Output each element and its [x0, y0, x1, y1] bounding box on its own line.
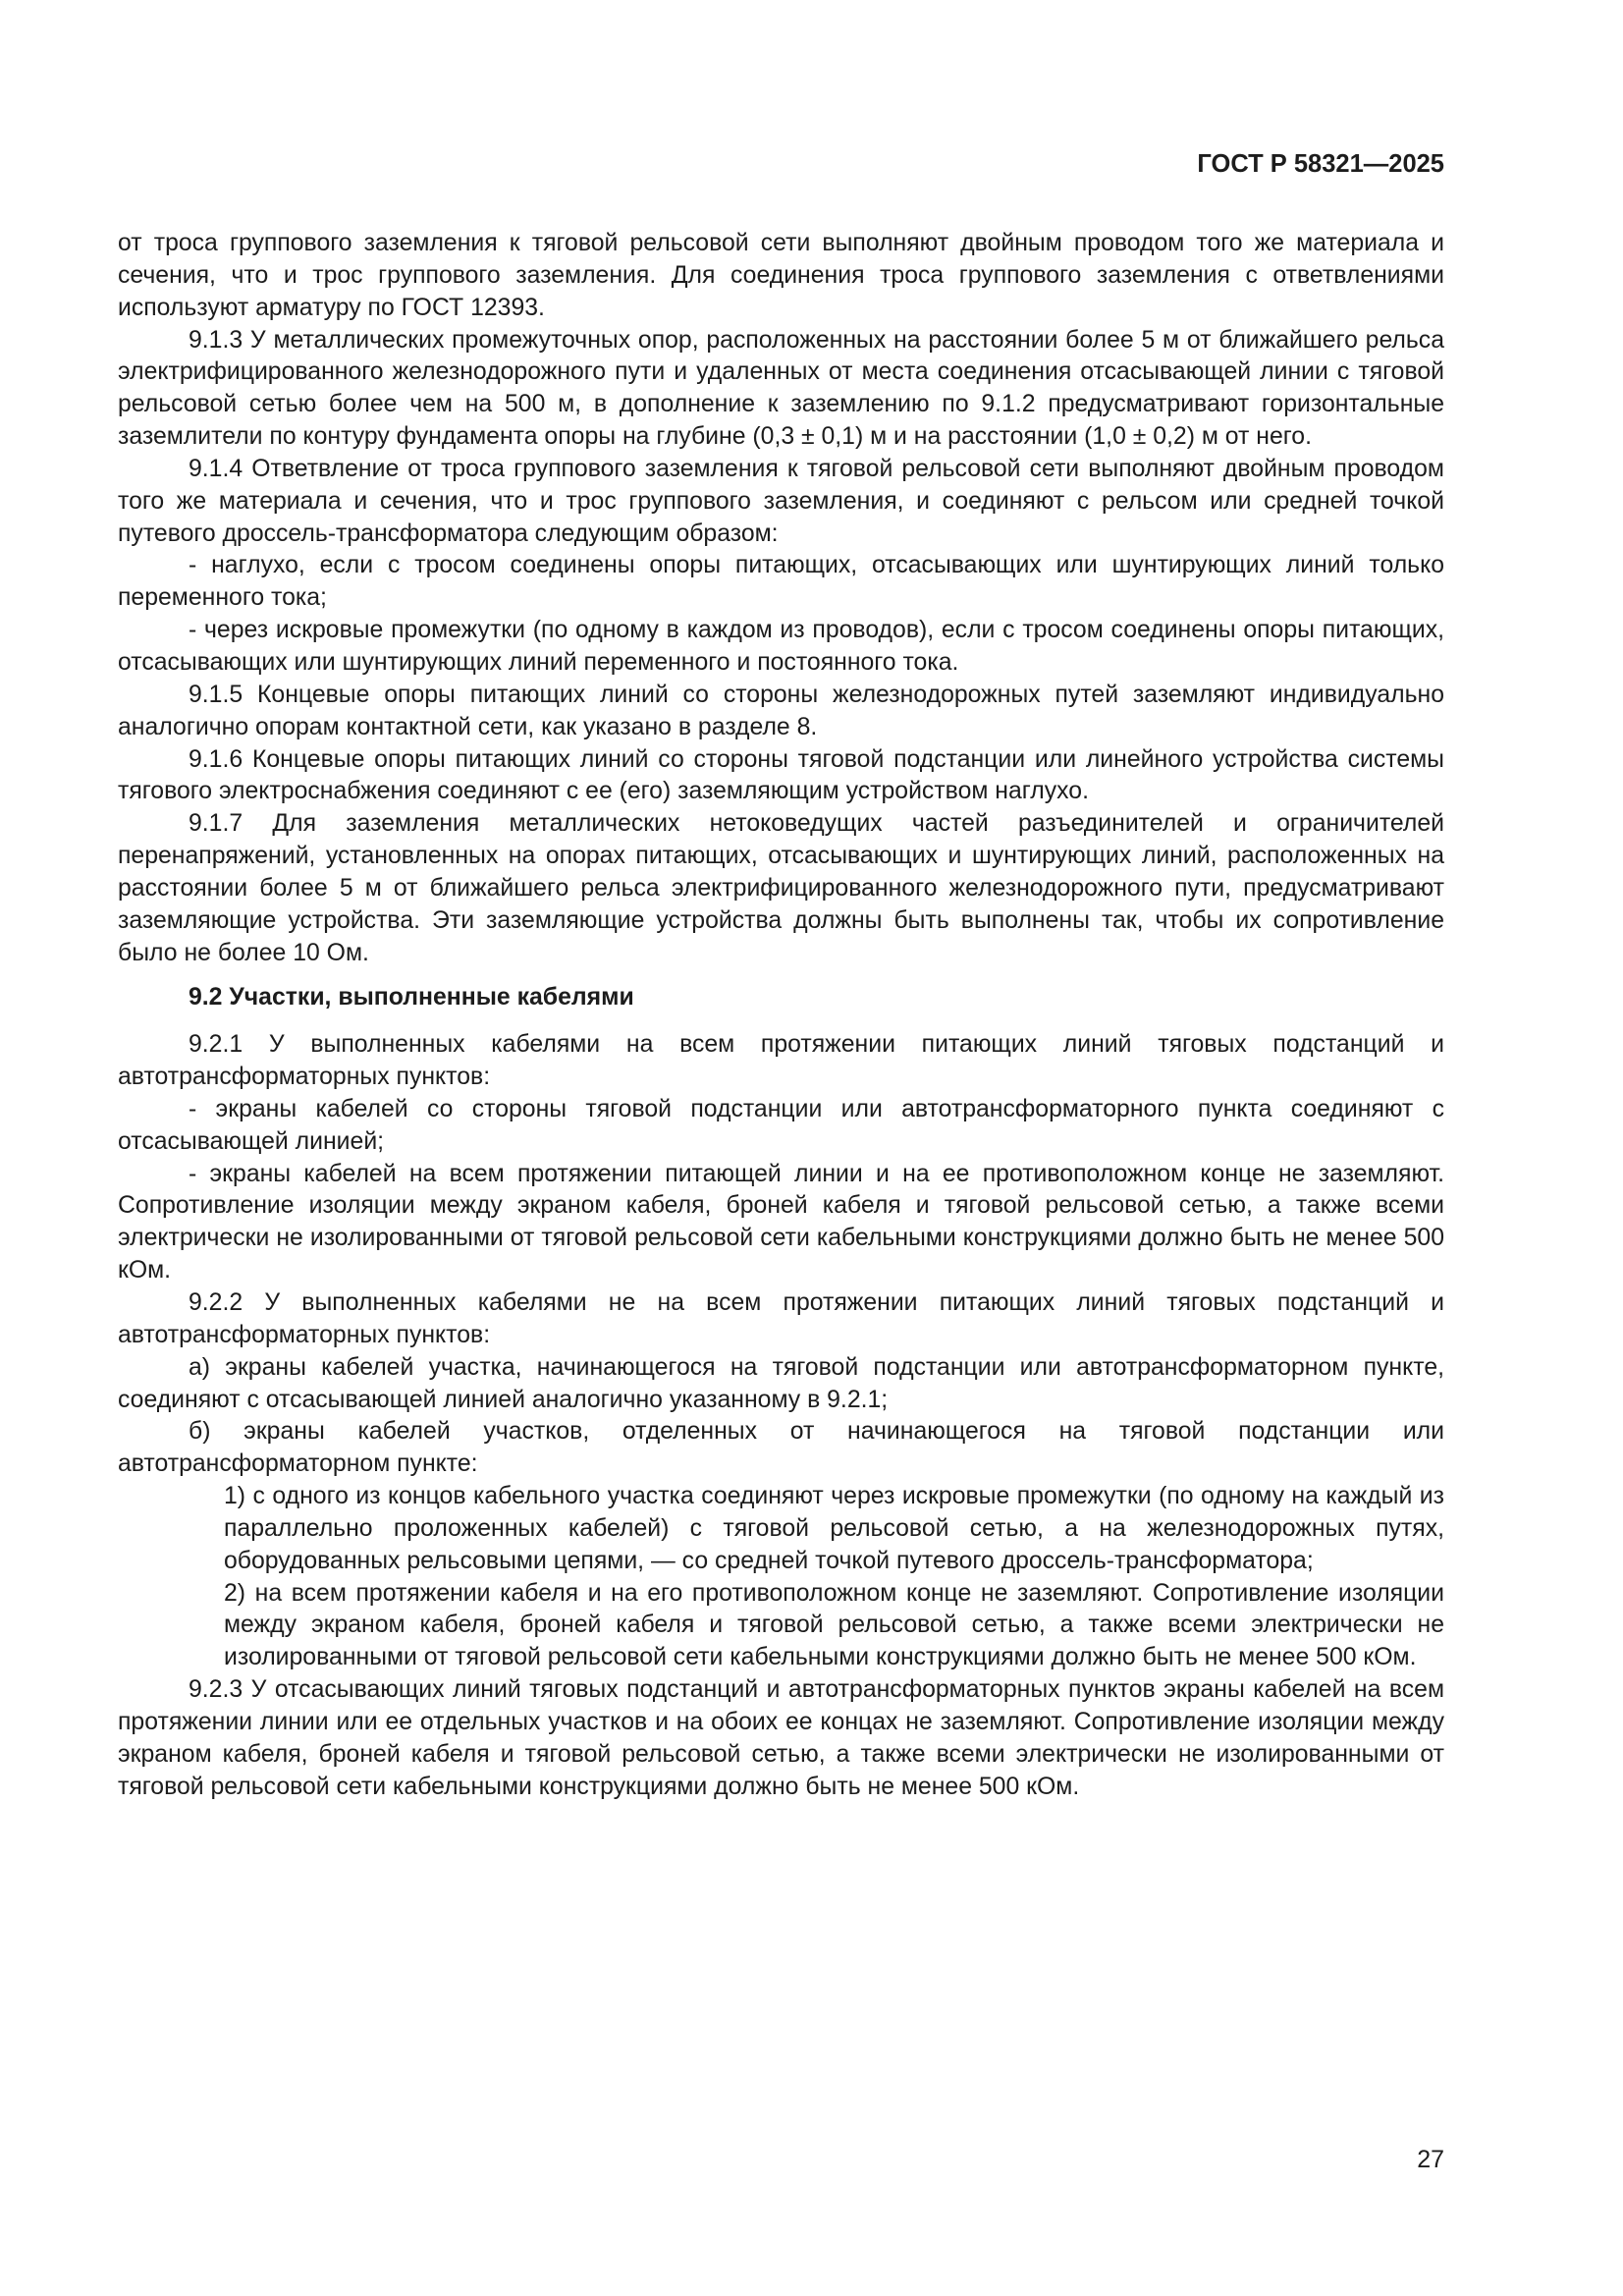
paragraph-9-2-1: 9.2.1 У выполненных кабелями на всем протяжении питающих линий тяговых подстанций и автотрансформаторных пунктов:: [118, 1031, 1444, 1091]
list-item-dash: - через искровые промежутки (по одному в каждом из проводов), если с тросом соединены опоры питающих, отсасывающих или шунтирующих линий переменного и постоянного тока.: [118, 617, 1444, 676]
paragraph-continuation: от троса группового заземления к тяговой рельсовой сети выполняют двойным проводом того же материала и сечения, что и трос группового заземления. Для соединения троса группового заземления с ответвлениями используют арматуру по ГОСТ 12393.: [118, 230, 1444, 321]
list-item-dash: - наглухо, если с тросом соединены опоры питающих, отсасывающих или шунтирующих линий только переменного тока;: [118, 552, 1444, 612]
list-item-letter-b: б) экраны кабелей участков, отделенных от начинающегося на тяговой подстанции или автотрансформаторном пункте:: [118, 1418, 1444, 1478]
paragraph-9-1-5: 9.1.5 Концевые опоры питающих линий со стороны железнодорожных путей заземляют индивидуально аналогично опорам контактной сети, как указано в разделе 8.: [118, 681, 1444, 740]
paragraph-9-1-4: 9.1.4 Ответвление от троса группового заземления к тяговой рельсовой сети выполняют двойным проводом того же материала и сечения, что и трос группового заземления, и соединяют с рельсом или средней точкой путевого дроссель-трансформатора следующим образом:: [118, 455, 1444, 547]
paragraph-9-1-6: 9.1.6 Концевые опоры питающих линий со стороны тяговой подстанции или линейного устройства системы тягового электроснабжения соединяют с ее (его) заземляющим устройством наглухо.: [118, 745, 1444, 805]
paragraph-9-1-3: 9.1.3 У металлических промежуточных опор, расположенных на расстоянии более 5 м от ближайшего рельса электрифицированного железнодорожного пути и удаленных от места соединения отсасывающей линии с тяговой рельсовой сетью более чем на 500 м, в дополнение к заземлению по 9.1.2 предусматривают горизонтальные заземлители по контуру фундамента опоры на глубине (0,3 ± 0,1) м и на расстоянии (1,0 ± 0,2) м от него.: [118, 326, 1444, 451]
paragraph-9-2-3: 9.2.3 У отсасывающих линий тяговых подстанций и автотрансформаторных пунктов экраны кабелей на всем протяжении линии или ее отдельных участков и на обоих ее концах не заземляют. Сопротивление изоляции между экраном кабеля, броней кабеля и тяговой рельсовой сетью, а также всеми электрически не изолированными от тяговой рельсовой сети кабельными конструкциями должно быть не менее 500 кОм.: [118, 1676, 1444, 1800]
paragraph-9-2-2: 9.2.2 У выполненных кабелями не на всем протяжении питающих линий тяговых подстанций и автотрансформаторных пунктов:: [118, 1289, 1444, 1348]
paragraph-9-1-7: 9.1.7 Для заземления металлических нетоковедущих частей разъединителей и ограничителей перенапряжений, установленных на опорах питающих, отсасывающих и шунтирующих линий, расположенных на расстоянии более 5 м от ближайшего рельса электрифицированного железнодорожного пути, предусматривают заземляющие устройства. Эти заземляющие устройства должны быть выполнены так, чтобы их сопротивление было не более 10 Ом.: [118, 810, 1444, 966]
list-item-dash: - экраны кабелей на всем протяжении питающей линии и на ее противоположном конце не заземляют. Сопротивление изоляции между экраном кабеля, броней кабеля и тяговой рельсовой сетью, а также всеми электрически не изолированными от тяговой рельсовой сети кабельными конструкциями должно быть не менее 500 кОм.: [118, 1160, 1444, 1285]
document-code: ГОСТ Р 58321—2025: [1197, 150, 1444, 178]
list-item-letter-a: а) экраны кабелей участка, начинающегося на тяговой подстанции или автотрансформаторном пункте, соединяют с отсасывающей линией аналогично указанному в 9.2.1;: [118, 1353, 1444, 1413]
page-number: 27: [1417, 2146, 1444, 2173]
section-heading-9-2: 9.2 Участки, выполненные кабелями: [189, 984, 634, 1011]
document-body: [118, 228, 1444, 1804]
list-item-number-2: 2) на всем протяжении кабеля и на его противоположном конце не заземляют. Сопротивление изоляции между экраном кабеля, броней кабеля и тяговой рельсовой сетью, а также всеми электрически не изолированными от тяговой рельсовой сети кабельными конструкциями должно быть не менее 500 кОм.: [224, 1579, 1444, 1671]
list-item-dash: - экраны кабелей со стороны тяговой подстанции или автотрансформаторного пункта соединяют с отсасывающей линией;: [118, 1095, 1444, 1155]
list-item-number-1: 1) с одного из концов кабельного участка соединяют через искровые промежутки (по одному на каждый из параллельно проложенных кабелей) с тяговой рельсовой сетью, а на железнодорожных путях, оборудованных рельсовыми цепями, — со средней точкой путевого дроссель-трансформатора;: [224, 1483, 1444, 1574]
